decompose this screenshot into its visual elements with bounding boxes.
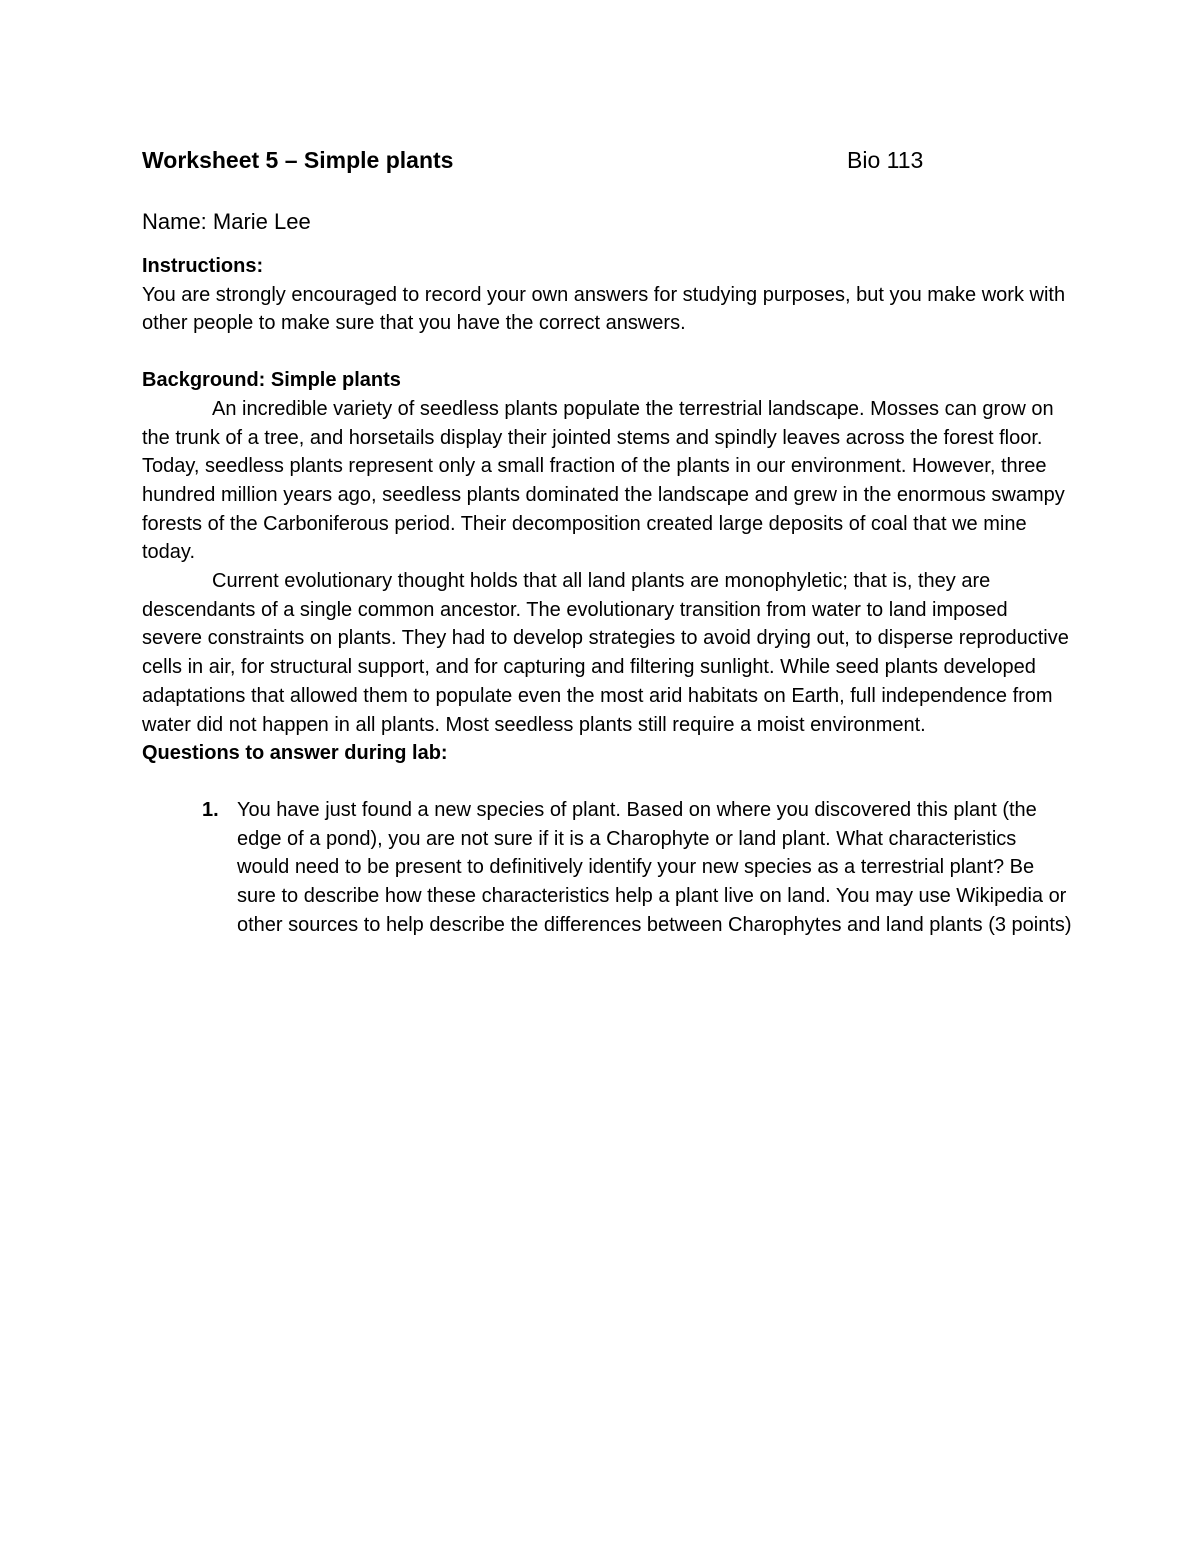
question-number: 1. (202, 798, 219, 821)
student-name-line: Name: Marie Lee (142, 209, 311, 234)
questions-heading: Questions to answer during lab: (142, 742, 448, 765)
document-content (142, 140, 1072, 939)
title-row (142, 140, 1072, 180)
question-item (142, 796, 1072, 940)
background-paragraph-1: An incredible variety of seedless plants populate the terrestrial landscape. Mosses can grow on the trunk of a tree, and horsetails display their jointed stems and spindly leaves across the forest floor. Today, seedless plants represent only a small fraction of the plants in our environment. However, three hundred million years ago, seedless plants dominated the landscape and grew in the enormous swampy forests of the Carboniferous period. Their decomposition created large deposits of coal that we mine today. (142, 397, 1065, 564)
instructions-heading: Instructions: (142, 255, 264, 277)
worksheet-title: Worksheet 5 – Simple plants (142, 147, 454, 173)
background-paragraph-2: Current evolutionary thought holds that all land plants are monophyletic; that is, they are descendants of a single common ancestor. The evolutionary transition from water to land imposed severe constraints on plants. They had to develop strategies to avoid drying out, to disperse reproductive cells in air, for structural support, and for capturing and filtering sunlight. While seed plants developed adaptations that allowed them to populate even the most arid habitats on Earth, full independence from water did not happen in all plants. Most seedless plants still require a moist environment. (142, 570, 1069, 736)
question-text: You have just found a new species of plant. Based on where you discovered this plant (the edge of a pond), you are not sure if it is a Charophyte or land plant. What characteristics would need to be present to definitively identify your new species as a terrestrial plant? Be sure to describe how these characteristics help a plant live on land. You may use Wikipedia or other sources to help describe the differences between Charophytes and land plants (3 points) (237, 798, 1072, 936)
course-code: Bio 113 (847, 147, 924, 173)
question-list (142, 796, 1072, 940)
instructions-text: You are strongly encouraged to record your own answers for studying purposes, but you make work with other people to make sure that you have the correct answers. (142, 283, 1066, 335)
background-heading: Background: Simple plants (142, 369, 401, 392)
